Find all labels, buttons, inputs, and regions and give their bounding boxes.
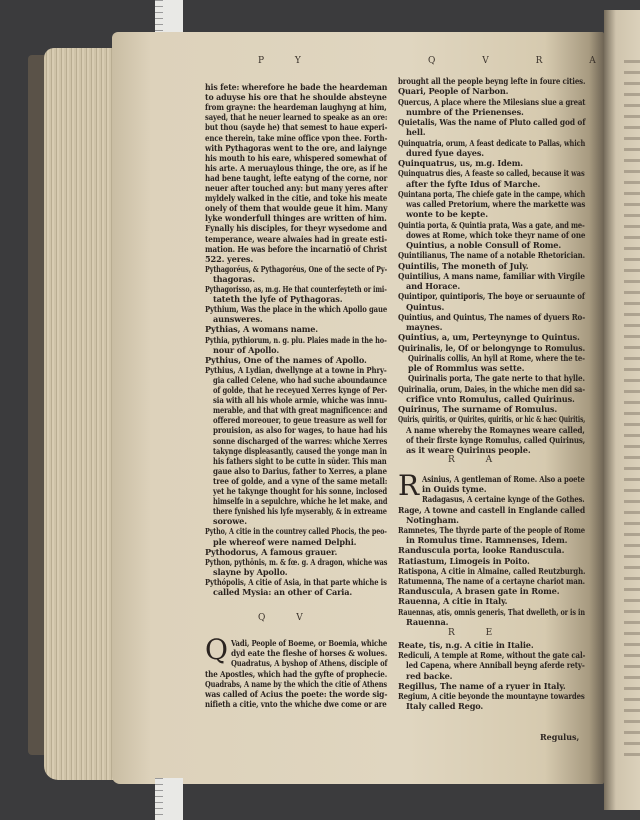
facing-page-text-line (624, 489, 640, 492)
facing-page-text-line (624, 687, 640, 690)
text-line: Vadi, People of Boeme, or Boemia, whiche (231, 638, 388, 648)
section-heading-ra: R A (448, 455, 507, 465)
facing-page-text-line (624, 610, 640, 613)
text-line: tree of golde, and a vyne of the same metall: (213, 475, 388, 486)
text-line: was called Pretorium, where the markette was (406, 199, 586, 209)
text-line: had bene taught, lefte eatyng of the corne, nor (205, 172, 388, 183)
text-line: Quadratus, A byshop of Athens, disciple of (231, 658, 388, 669)
text-line: ple of Rommlus was sette. (408, 363, 525, 373)
facing-page-text-line (624, 324, 640, 327)
facing-page-text-line (624, 93, 640, 96)
facing-page-text-line (624, 500, 640, 503)
text-line: Regillus, The name of a ryuer in Italy. (398, 680, 566, 691)
text-line: Rauenna. (406, 616, 449, 627)
text-line: Reate, tis, n.g. A citie in Italie. (398, 640, 534, 650)
facing-page-text-line (624, 104, 640, 107)
text-line: Quirinalis collis, An hyll at Rome, where the te- (408, 352, 585, 363)
text-line: to aduyse his ore that he shoulde absteyne (205, 92, 387, 103)
text-line: sorowe. (213, 516, 247, 527)
text-line: Pythia, pythiorum, n. g. plu. Plaies made in the ho- (205, 334, 387, 345)
facing-page-text-line (624, 214, 640, 217)
facing-page-text-line (624, 181, 640, 184)
text-line: and Horace. (406, 281, 461, 291)
text-line: numbre of the Prienenses. (406, 106, 524, 117)
text-line: led Capena, where Anniball beyng aferde rety- (406, 660, 585, 671)
facing-page-text-line (624, 632, 640, 635)
facing-page-text-line (624, 159, 640, 162)
text-line: sayed, that he neuer learned to speake as an ore: (205, 112, 388, 123)
text-line: neuer after touched any: but many yeres after (205, 183, 388, 193)
text-line: Pythagorisso, as, m.g. He that counterfeyteth or imi- (205, 284, 387, 294)
facing-page-text-line (624, 203, 640, 206)
facing-page-text-line (624, 555, 640, 558)
text-line: Quadrabs, A name by the which the citie of Athens (205, 678, 388, 689)
drop-cap-q: Q (205, 633, 228, 666)
facing-page-text-line (624, 621, 640, 624)
facing-page-text-line (624, 577, 640, 580)
text-line: Fynally his disciples, for theyr wysedome and (205, 223, 387, 234)
text-line: red backe. (406, 670, 453, 681)
text-line: from grayne: the heardeman laughyng at him, (205, 102, 387, 113)
text-line: Ratispona, A citie in Almaine, called Reutzburgh. (398, 565, 586, 576)
text-line: Ratumenna, The name of a certayne chariot man. (398, 576, 585, 586)
facing-page-text-line (624, 357, 640, 360)
text-line: Rage, A towne and castell in Englande called (398, 504, 586, 515)
facing-page-text-line (624, 434, 640, 437)
facing-page-text-line (624, 412, 640, 415)
text-line: temperance, weare alwaies had in greate esti- (205, 233, 388, 244)
facing-page-text-line (624, 676, 640, 679)
text-line: gia called Celene, who had suche aboundaunce (213, 374, 387, 385)
text-line: sia with all his whole armie, whiche was innu- (213, 395, 387, 406)
facing-page-text-line (624, 137, 640, 140)
text-line: Quinquatrus, us, m.g. Idem. (398, 158, 523, 168)
text-line: gaue also to Darius, father to Xerres, a plane (213, 465, 387, 476)
facing-page-text-line (624, 269, 640, 272)
text-line: Quintilianus, The name of a notable Rhetorician. (398, 250, 585, 261)
text-line: Quintilius, A mans name, familiar with Virgile (398, 270, 585, 281)
text-line: of golde, that he receyued Xerres kynge of Per- (213, 385, 388, 395)
text-line: aunsweres. (213, 314, 263, 325)
facing-page-text-line (624, 115, 640, 118)
text-line: nifieth a citie, vnto the whiche dwe come or are (205, 699, 387, 710)
text-line: Pythius, A Lydian, dwellynge at a towne in Phry- (205, 364, 387, 375)
text-line: his mouth to his eare, whispered somewhat of (205, 152, 387, 163)
text-line: prouision, as also for wages, to haue had his (213, 425, 388, 436)
text-line: dyd eate the fleshe of horses & wolues. (231, 648, 388, 659)
text-line: Quirinalis, le, Of or belongynge to Romulus. (398, 342, 586, 353)
text-line: Quintia porta, & Quintia prata, Was a gate, and me- (398, 219, 585, 230)
text-line: Pythius, One of the names of Apollo. (205, 354, 367, 365)
facing-page-text-line (624, 148, 640, 151)
text-line: Radagasus, A certaine kynge of the Gothes. (422, 494, 585, 505)
text-line: after the fyfte Idus of Marche. (406, 178, 541, 189)
facing-page-text-line (624, 456, 640, 459)
text-line: his arte. A meruaylous thinge, the ore, as if he (205, 162, 388, 173)
text-line: Quintilis, The moneth of July. (398, 260, 529, 271)
text-line: Asinius, A gentleman of Rome. Also a poete (422, 474, 585, 484)
text-line: dured fyue dayes. (406, 147, 484, 158)
facing-page-text-line (624, 258, 640, 261)
text-line: hell. (406, 127, 426, 138)
text-line: myldely walked in the citie, and toke his meate (205, 193, 388, 204)
facing-page-text-line (624, 478, 640, 481)
facing-page-text-line (624, 82, 640, 85)
text-line: the Apostles, which had the gyfte of prophecie. (205, 668, 388, 679)
section-heading-qv: Q V (258, 613, 317, 623)
text-line: Python, pythōnis, m. & fœ. g. A dragon, whiche was (205, 556, 388, 567)
text-line: but thou (sayde he) that semest to haue experi- (205, 122, 388, 133)
text-line: slayne by Apollo. (213, 566, 288, 577)
text-line: maynes. (406, 322, 443, 332)
facing-page-text-line (624, 698, 640, 701)
facing-page-text-line (624, 588, 640, 591)
section-heading-re: R E (448, 628, 507, 638)
facing-page-text-line (624, 126, 640, 129)
text-line: there fynished his lyfe myserably, & in extreame (213, 506, 387, 517)
text-line: Randuscula, A brasen gate in Rome. (398, 586, 560, 597)
text-line: as it weare Quirinus people. (406, 445, 531, 455)
text-line: yet he takynge thought for his sonne, inclosed (213, 486, 388, 496)
facing-page-text-line (624, 60, 640, 63)
text-line: dowes at Rome, which toke theyr name of one (406, 229, 586, 240)
text-line: Quirinalis porta, The gate nerte to that hylle. (408, 373, 585, 384)
text-line: nour of Apollo. (213, 344, 280, 355)
text-line: Quirinus, The surname of Romulus. (398, 404, 558, 414)
facing-page-text-line (624, 720, 640, 723)
text-line: Pythodorus, A famous grauer. (205, 546, 338, 557)
facing-page-text-line (624, 522, 640, 525)
text-line: Ramnetes, The thyrde parte of the people of Rome (398, 525, 585, 535)
facing-page-text-line (624, 346, 640, 349)
text-line: sonne discharged of the warres: whiche Xerres (213, 435, 388, 446)
scale-ruler-top (155, 0, 183, 34)
facing-page-text-line (624, 170, 640, 173)
facing-page-text-line (624, 280, 640, 283)
facing-page-text-line (624, 665, 640, 668)
text-line: Quintius, a noble Consull of Rome. (406, 240, 562, 250)
scale-ruler-bottom (155, 778, 183, 820)
facing-page-text-line (624, 423, 640, 426)
facing-page-text-line (624, 291, 640, 294)
facing-page-text-line (624, 566, 640, 569)
text-line: tateth the lyfe of Pythagoras. (213, 294, 343, 305)
text-line: wonte to be kepte. (406, 209, 488, 220)
facing-page-text-line (624, 225, 640, 228)
facing-page-text-line (624, 71, 640, 74)
facing-page-text-line (624, 236, 640, 239)
catchword: Regulus, (540, 732, 580, 742)
facing-page-text-line (624, 313, 640, 316)
text-line: Quirinalia, orum, Daies, in the whiche men did sa- (398, 383, 585, 394)
facing-page-text-line (624, 533, 640, 536)
facing-page-text-line (624, 247, 640, 250)
text-line: takynge displeasantly, caused the yonge man in (213, 445, 387, 456)
facing-page-text-line (624, 467, 640, 470)
text-line: Quiris, quiritis, or Quirites, quiritis, or hic & hæc Quiritis, (398, 414, 586, 425)
facing-page-text-line (624, 511, 640, 514)
text-line: Quinquatrus dies, A feaste so called, because it was (398, 168, 585, 179)
text-line: ence therein, take mine office vpon thee. Forth- (205, 132, 388, 143)
text-line: A name whereby the Romaynes weare called, (406, 424, 585, 435)
drop-cap-r: R (398, 469, 420, 502)
text-line: Randuscula porta, looke Randuscula. (398, 545, 565, 556)
text-line: Notingham. (406, 514, 459, 525)
text-line: Quinquatria, orum, A feast dedicate to Pallas, which (398, 137, 586, 148)
facing-page-text-line (624, 379, 640, 382)
text-line: Quintipor, quintiporis, The boye or seruaunte of (398, 291, 585, 302)
facing-page-text-line (624, 742, 640, 745)
facing-page-text-line (624, 654, 640, 657)
text-line: Ratiastum, Limogeis in Poito. (398, 555, 530, 566)
text-line: Italy called Rego. (406, 701, 484, 712)
facing-page-text-line (624, 599, 640, 602)
running-head-left: P Y (258, 56, 315, 66)
running-head-right: Q V R A (428, 56, 618, 66)
facing-page-text-line (624, 544, 640, 547)
text-line: his fete: wherefore he bade the heardeman (205, 82, 388, 92)
facing-page-text-line (624, 335, 640, 338)
text-line: offered moreouer, to geue treasure as well for (213, 415, 387, 426)
text-line: of their firste kynge Romulus, called Quirinus, (406, 434, 586, 445)
text-line: lyke wonderfull thinges are written of him. (205, 213, 387, 224)
text-line: mation. He was before the incarnatiō of Christ (205, 243, 388, 254)
text-line: onely of them that woulde geue it him. Many (205, 203, 388, 214)
text-line: Quintana porta, The chiefe gate in the campe, which (398, 188, 586, 199)
facing-page-text-line (624, 401, 640, 404)
text-line: called Mysia: an other of Caria. (213, 587, 353, 597)
facing-page-text-line (624, 445, 640, 448)
facing-page-text-line (624, 753, 640, 756)
text-line: Pythium, Was the place in the which Apollo gaue (205, 304, 388, 315)
text-line: Quietalis, Was the name of Pluto called god of (398, 117, 586, 127)
facing-page-edge (604, 10, 640, 810)
facing-page-text-line (624, 731, 640, 734)
text-line: in Romulus time. Ramnenses, Idem. (406, 535, 568, 546)
text-line: Quintus. (406, 301, 445, 312)
text-line: Quercus, A place where the Milesians slue a great (398, 96, 586, 107)
text-line: Quintius, a, um, Perteynynge to Quintus. (398, 332, 580, 343)
text-line: with Pythagoras went to the ore, and laiynge (205, 142, 387, 153)
text-line: Pytho, A citie in the countrey called Phocis, the peo- (205, 526, 387, 537)
text-line: Quintius, and Quintus, The names of dyuers Ro- (398, 311, 586, 322)
text-line: Pythagoréus, & Pythagoréus, One of the secte of Py- (205, 263, 388, 274)
text-line: Rauennas, atis, omnis generis, That dwelleth, or is in (398, 606, 585, 617)
text-line: merable, and that with great magnificence: and (213, 405, 388, 416)
text-line: in Ouids tyme. (422, 484, 487, 495)
text-line: brought all the people beyng lefte in foure cities. (398, 76, 586, 86)
facing-page-text-line (624, 192, 640, 195)
facing-page-text-line (624, 709, 640, 712)
facing-page-text-line (624, 390, 640, 393)
text-line: was called of Acius the poete: the worde sig- (205, 689, 388, 699)
text-line: his fathers sight to be cutte in sūder. This man (213, 455, 387, 466)
text-line: ple whereof were named Delphi. (213, 536, 357, 547)
facing-page-text-line (624, 302, 640, 305)
text-line: Rauenna, A citie in Italy. (398, 596, 508, 607)
text-line: Rediculi, A temple at Rome, without the gate cal- (398, 650, 586, 661)
text-line: Regium, A citie beyonde the mountayne towardes (398, 691, 585, 701)
text-line: crifice vnto Romulus, called Quirinus. (406, 393, 575, 404)
text-line: Pythópolis, A citie of Asia, in that parte whiche is (205, 576, 387, 587)
text-line: Pythias, A womans name. (205, 324, 318, 335)
facing-page-text-line (624, 368, 640, 371)
text-line: himselfe in a sepulchre, whiche he let make, and (213, 496, 388, 507)
facing-page-text-line (624, 643, 640, 646)
text-line: 522. yeres. (205, 253, 254, 264)
text-line: thagoras. (213, 273, 255, 284)
text-line: Quari, People of Narbon. (398, 86, 509, 97)
